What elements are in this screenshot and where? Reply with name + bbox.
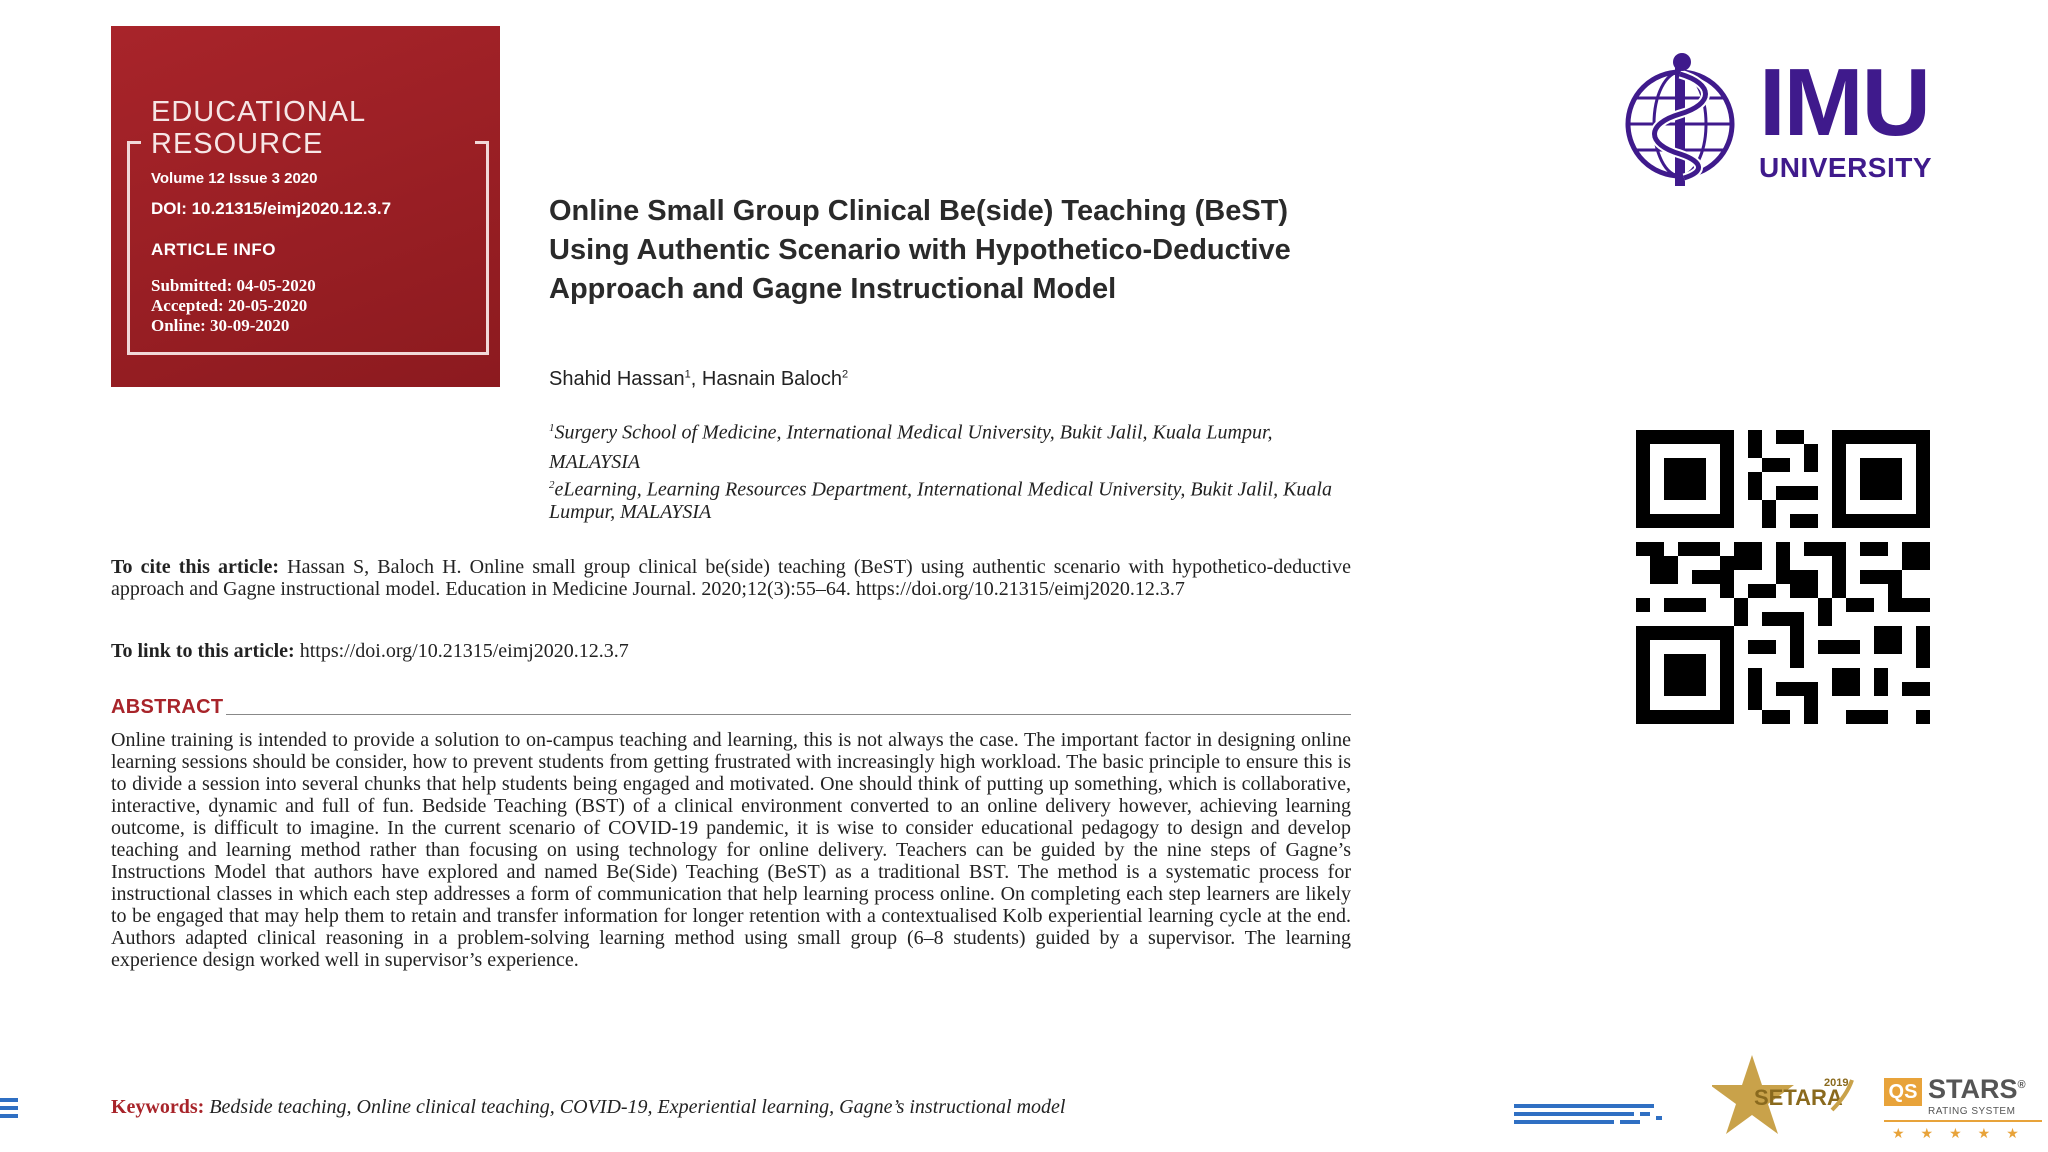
author-1: Shahid Hassan bbox=[549, 368, 685, 390]
abstract-heading: ABSTRACT bbox=[111, 696, 224, 718]
qs-trademark: ® bbox=[2017, 1079, 2026, 1091]
keywords bbox=[111, 1096, 1351, 1118]
accepted-date: Accepted: 20-05-2020 bbox=[151, 296, 308, 315]
article-info-heading: ARTICLE INFO bbox=[151, 240, 276, 259]
menu-icon[interactable] bbox=[0, 1098, 18, 1122]
affiliation-2 bbox=[549, 474, 1349, 523]
link-url[interactable]: https://doi.org/10.21315/eimj2020.12.3.7 bbox=[299, 640, 629, 662]
author-separator: , bbox=[690, 368, 702, 390]
setara-year: 2019 bbox=[1824, 1077, 1849, 1089]
article-link bbox=[111, 640, 1351, 662]
qs-star-rating: ★★★★★ bbox=[1884, 1120, 2042, 1142]
abstract-body: Online training is intended to provide a solution to on-campus teaching and learning, this is not always the case. The important factor in designing online learning sessions should be consider, how to prevent students from getting frustrated with increasingly high workload. The basic principle to ensure this is to divide a session into several chunks that help students being engaged and motivated. One should think of putting up something, which is collaborative, interactive, dynamic and full of fun. Bedside Teaching (BST) of a clinical environment converted to an online delivery however, achieving learning outcome, is difficult to imagine. In the current scenario of COVID-19 pandemic, it is wise to consider educational pedagogy to design and develop teaching and learning method rather than focusing on using technology for online delivery. Teachers can be guided by the nine steps of Gagne’s Instructions Model that authors have explored and named Be(Side) Teaching (BeST) as a traditional BST. The method is a systematic process for instructional classes in which each step addresses a form of communication that help learning process online. On completing each step learners are likely to be engaged that may help them to retain and transfer information for longer retention with a contextualised Kolb experiential learning cycle at the end. Authors adapted clinical reasoning in a problem-solving learning method using small group (6–8 students) guided by a supervisor. The learning experience design worked well in supervisor’s experience. bbox=[111, 729, 1351, 971]
online-date: Online: 30-09-2020 bbox=[151, 316, 290, 335]
submitted-date: Submitted: 04-05-2020 bbox=[151, 276, 316, 295]
setara-label: SETARA bbox=[1754, 1085, 1843, 1110]
author-2-sup: 2 bbox=[842, 368, 849, 381]
affiliation-1-text: Surgery School of Medicine, International Medical University, Bukit Jalil, Kuala Lumpur, MALAYSIA bbox=[549, 421, 1273, 473]
qs-stars-badge bbox=[1884, 1074, 2048, 1144]
imu-subtitle: UNIVERSITY bbox=[1759, 152, 1933, 183]
qr-code bbox=[1636, 430, 1930, 724]
affiliation-1 bbox=[549, 414, 1349, 477]
educational-resource-box bbox=[111, 26, 500, 387]
volume-issue: Volume 12 Issue 3 2020 bbox=[151, 170, 318, 187]
affiliation-2-sup: 2 bbox=[549, 479, 555, 491]
striped-lines-logo bbox=[1514, 1100, 1664, 1130]
author-2: Hasnain Baloch bbox=[701, 368, 842, 390]
qs-stars-title bbox=[1928, 1074, 2026, 1105]
qs-stars-word: STARS bbox=[1928, 1074, 2018, 1104]
setara-badge bbox=[1712, 1050, 1872, 1140]
author-list bbox=[549, 368, 848, 391]
resource-title-line1: EDUCATIONAL bbox=[151, 96, 367, 128]
imu-wordmark: IMU bbox=[1759, 49, 1929, 156]
citation-text: Hassan S, Baloch H. Online small group clinical be(side) teaching (BeST) using authentic scenario with hypothetico-deductive approach and Gagne instructional model. Education in Medicine Journal. 2020;12(3):55–64. https://doi.org/10.21315/eimj2020.12.3.7 bbox=[111, 556, 1351, 600]
doi: DOI: 10.21315/eimj2020.12.3.7 bbox=[151, 199, 392, 218]
affiliation-2-text: eLearning, Learning Resources Department, International Medical University, Bukit Jalil, Kuala Lumpur, MALAYSIA bbox=[549, 478, 1332, 523]
citation-label: To cite this article: bbox=[111, 556, 280, 578]
author-1-sup: 1 bbox=[684, 368, 691, 381]
link-label: To link to this article: bbox=[111, 640, 295, 662]
article-dates bbox=[151, 276, 316, 336]
citation bbox=[111, 556, 1351, 600]
abstract-divider bbox=[226, 714, 1351, 715]
imu-logo bbox=[1624, 44, 1964, 194]
keywords-text: Bedside teaching, Online clinical teaching, COVID-19, Experiential learning, Gagne’s instructional model bbox=[209, 1096, 1066, 1118]
qs-rating-system: RATING SYSTEM bbox=[1928, 1106, 2016, 1117]
affiliation-1-sup: 1 bbox=[549, 422, 555, 434]
qs-mark: QS bbox=[1884, 1078, 1922, 1106]
caduceus-globe-icon bbox=[1624, 44, 1744, 194]
resource-title-line2: RESOURCE bbox=[151, 128, 324, 160]
resource-box-title bbox=[151, 96, 366, 160]
keywords-label: Keywords: bbox=[111, 1096, 205, 1118]
paper-title: Online Small Group Clinical Be(side) Teaching (BeST) Using Authentic Scenario with Hypothetico-Deductive Approach and Gagne Instructional Model bbox=[549, 195, 1291, 305]
